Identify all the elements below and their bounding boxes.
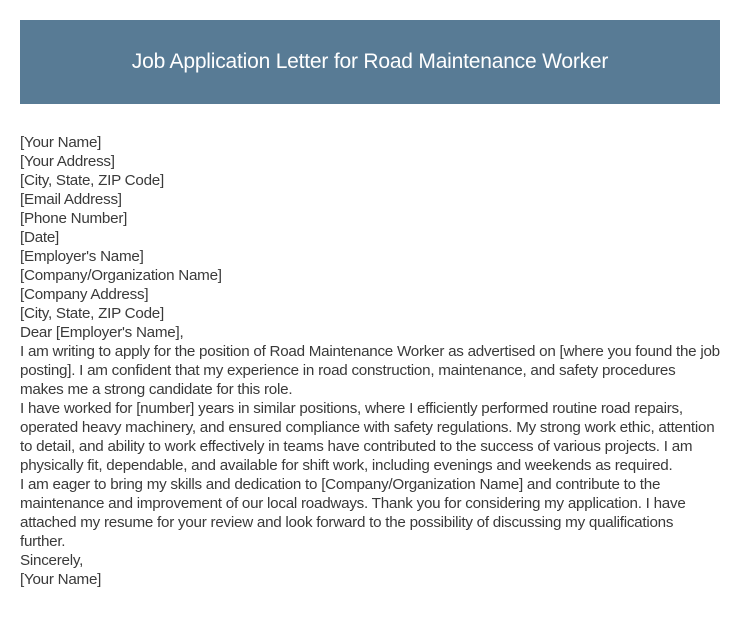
sender-phone: [Phone Number] [20,210,128,227]
title-banner [20,20,720,104]
recipient-employer-name: [Employer's Name] [20,248,144,265]
closing: Sincerely, [20,552,84,569]
paragraph-experience: I have worked for [number] years in similar positions, where I efficiently performed routine road repairs, operated heavy machinery, and ensured compliance with safety regulations. My strong work ethic, attention to detail, and ability to work effectively in teams have contributed to the success of various projects. I am physically fit, dependable, and available for shift work, including evenings and weekends as required. [20,400,715,474]
recipient-company-name: [Company/Organization Name] [20,267,222,284]
page-title: Job Application Letter for Road Maintenance Worker [131,50,609,73]
sender-email: [Email Address] [20,191,122,208]
sender-address: [Your Address] [20,153,115,170]
sender-name: [Your Name] [20,134,102,151]
recipient-company-address: [Company Address] [20,286,149,303]
letter-body [20,133,720,589]
sender-city-state-zip: [City, State, ZIP Code] [20,172,164,189]
paragraph-intro: I am writing to apply for the position of Road Maintenance Worker as advertised on [where you found the job posting]. I am confident that my experience in road construction, maintenance, and safety procedures makes me a strong candidate for this role. [20,343,720,398]
salutation: Dear [Employer's Name], [20,324,184,341]
letter-date: [Date] [20,229,60,246]
paragraph-closing: I am eager to bring my skills and dedication to [Company/Organization Name] and contribute to the maintenance and improvement of our local roadways. Thank you for considering my application. I have attached my resume for your review and look forward to the possibility of discussing my qualifications further. [20,476,686,550]
signature: [Your Name] [20,571,102,588]
recipient-city-state-zip: [City, State, ZIP Code] [20,305,164,322]
